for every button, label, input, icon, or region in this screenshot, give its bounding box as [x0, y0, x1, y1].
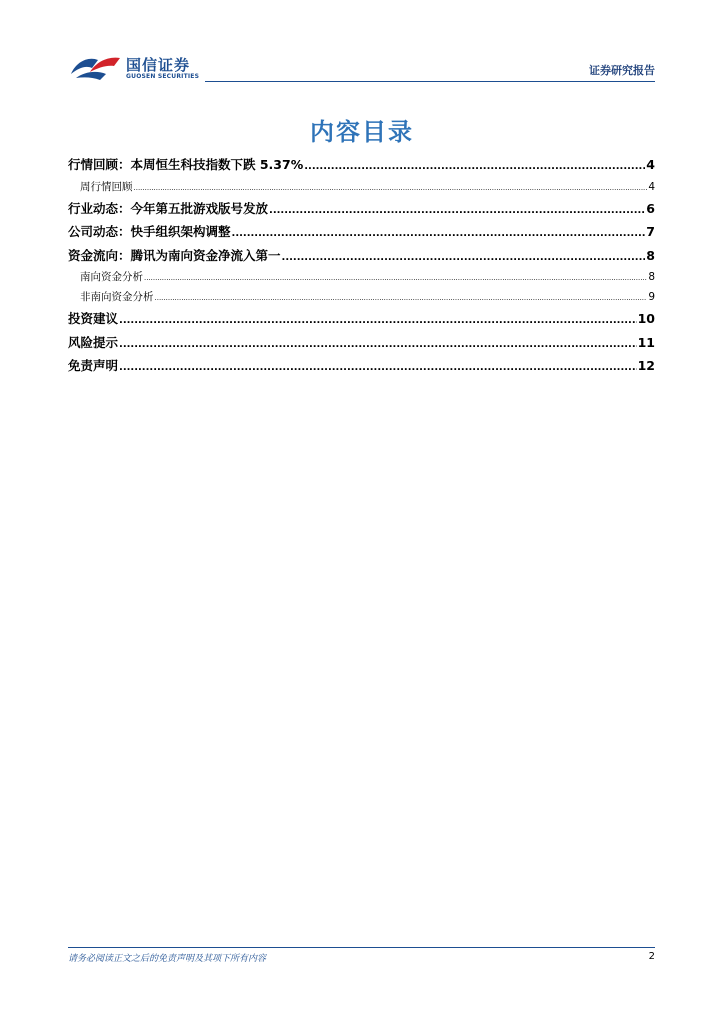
toc-leader-dots: [119, 307, 637, 333]
toc-entry-label: 公司动态：快手组织架构调整: [68, 224, 231, 239]
toc-entry[interactable]: [68, 354, 655, 378]
toc-entry-page: 4: [648, 180, 655, 193]
toc-entry-page: 12: [637, 358, 655, 373]
toc-title: 内容目录: [310, 118, 414, 146]
guosen-logo-icon: [68, 52, 124, 82]
toc-entry-label: 行情回顾：本周恒生科技指数下跌 5.37%: [68, 157, 304, 172]
toc-entry-page: 9: [648, 291, 655, 303]
toc-entry-label: 资金流向：腾讯为南向资金净流入第一: [68, 247, 281, 263]
toc-leader-dots: [119, 331, 637, 357]
toc-entry-label: 风险提示: [68, 334, 119, 350]
guosen-logo: [68, 50, 218, 84]
toc-leader-dots: [144, 267, 647, 288]
toc-entry[interactable]: [68, 220, 655, 244]
page-number: 2: [648, 951, 655, 962]
toc-subentry[interactable]: [68, 287, 655, 307]
logo-text-cn: 国信证券: [126, 56, 191, 74]
page-header: [68, 50, 655, 86]
report-type-label: 证券研究报告: [589, 64, 655, 77]
toc-entry-label: 非南向资金分析: [80, 291, 154, 303]
toc-leader-dots: [282, 244, 646, 270]
toc-entry-page: 7: [646, 224, 655, 239]
toc-entry-label: 周行情回顾: [80, 180, 133, 193]
toc-entry-label: 行业动态：今年第五批游戏版号发放: [68, 200, 269, 216]
toc-entry-page: 11: [637, 334, 655, 350]
toc-entry-label: 南向资金分析: [80, 271, 143, 283]
toc-entry-page: 8: [648, 271, 655, 283]
toc-entry-page: 4: [646, 157, 655, 172]
footer-divider: [68, 947, 655, 948]
toc-entry-page: 10: [637, 311, 655, 326]
header-divider: [205, 81, 655, 82]
toc-leader-dots: [269, 197, 645, 223]
toc-entry[interactable]: [68, 197, 655, 221]
toc-entry[interactable]: [68, 331, 655, 355]
toc-entry[interactable]: [68, 244, 655, 268]
toc-entry-label: 免责声明: [68, 358, 119, 373]
toc-entry-page: 6: [646, 200, 655, 216]
toc-leader-dots: [119, 354, 637, 380]
toc-leader-dots: [134, 177, 648, 198]
toc-subentry[interactable]: [68, 177, 655, 197]
toc-entry[interactable]: [68, 153, 655, 177]
toc-entry[interactable]: [68, 307, 655, 331]
toc-entry-label: 投资建议: [68, 311, 119, 326]
toc-entry-page: 8: [646, 247, 655, 263]
table-of-contents: [68, 153, 655, 378]
toc-subentry[interactable]: [68, 267, 655, 287]
logo-text-en: GUOSEN SECURITIES: [126, 73, 200, 80]
disclaimer-note: 请务必阅读正文之后的免责声明及其项下所有内容: [68, 954, 267, 964]
toc-leader-dots: [232, 220, 646, 246]
toc-leader-dots: [304, 153, 645, 179]
toc-leader-dots: [155, 287, 648, 308]
